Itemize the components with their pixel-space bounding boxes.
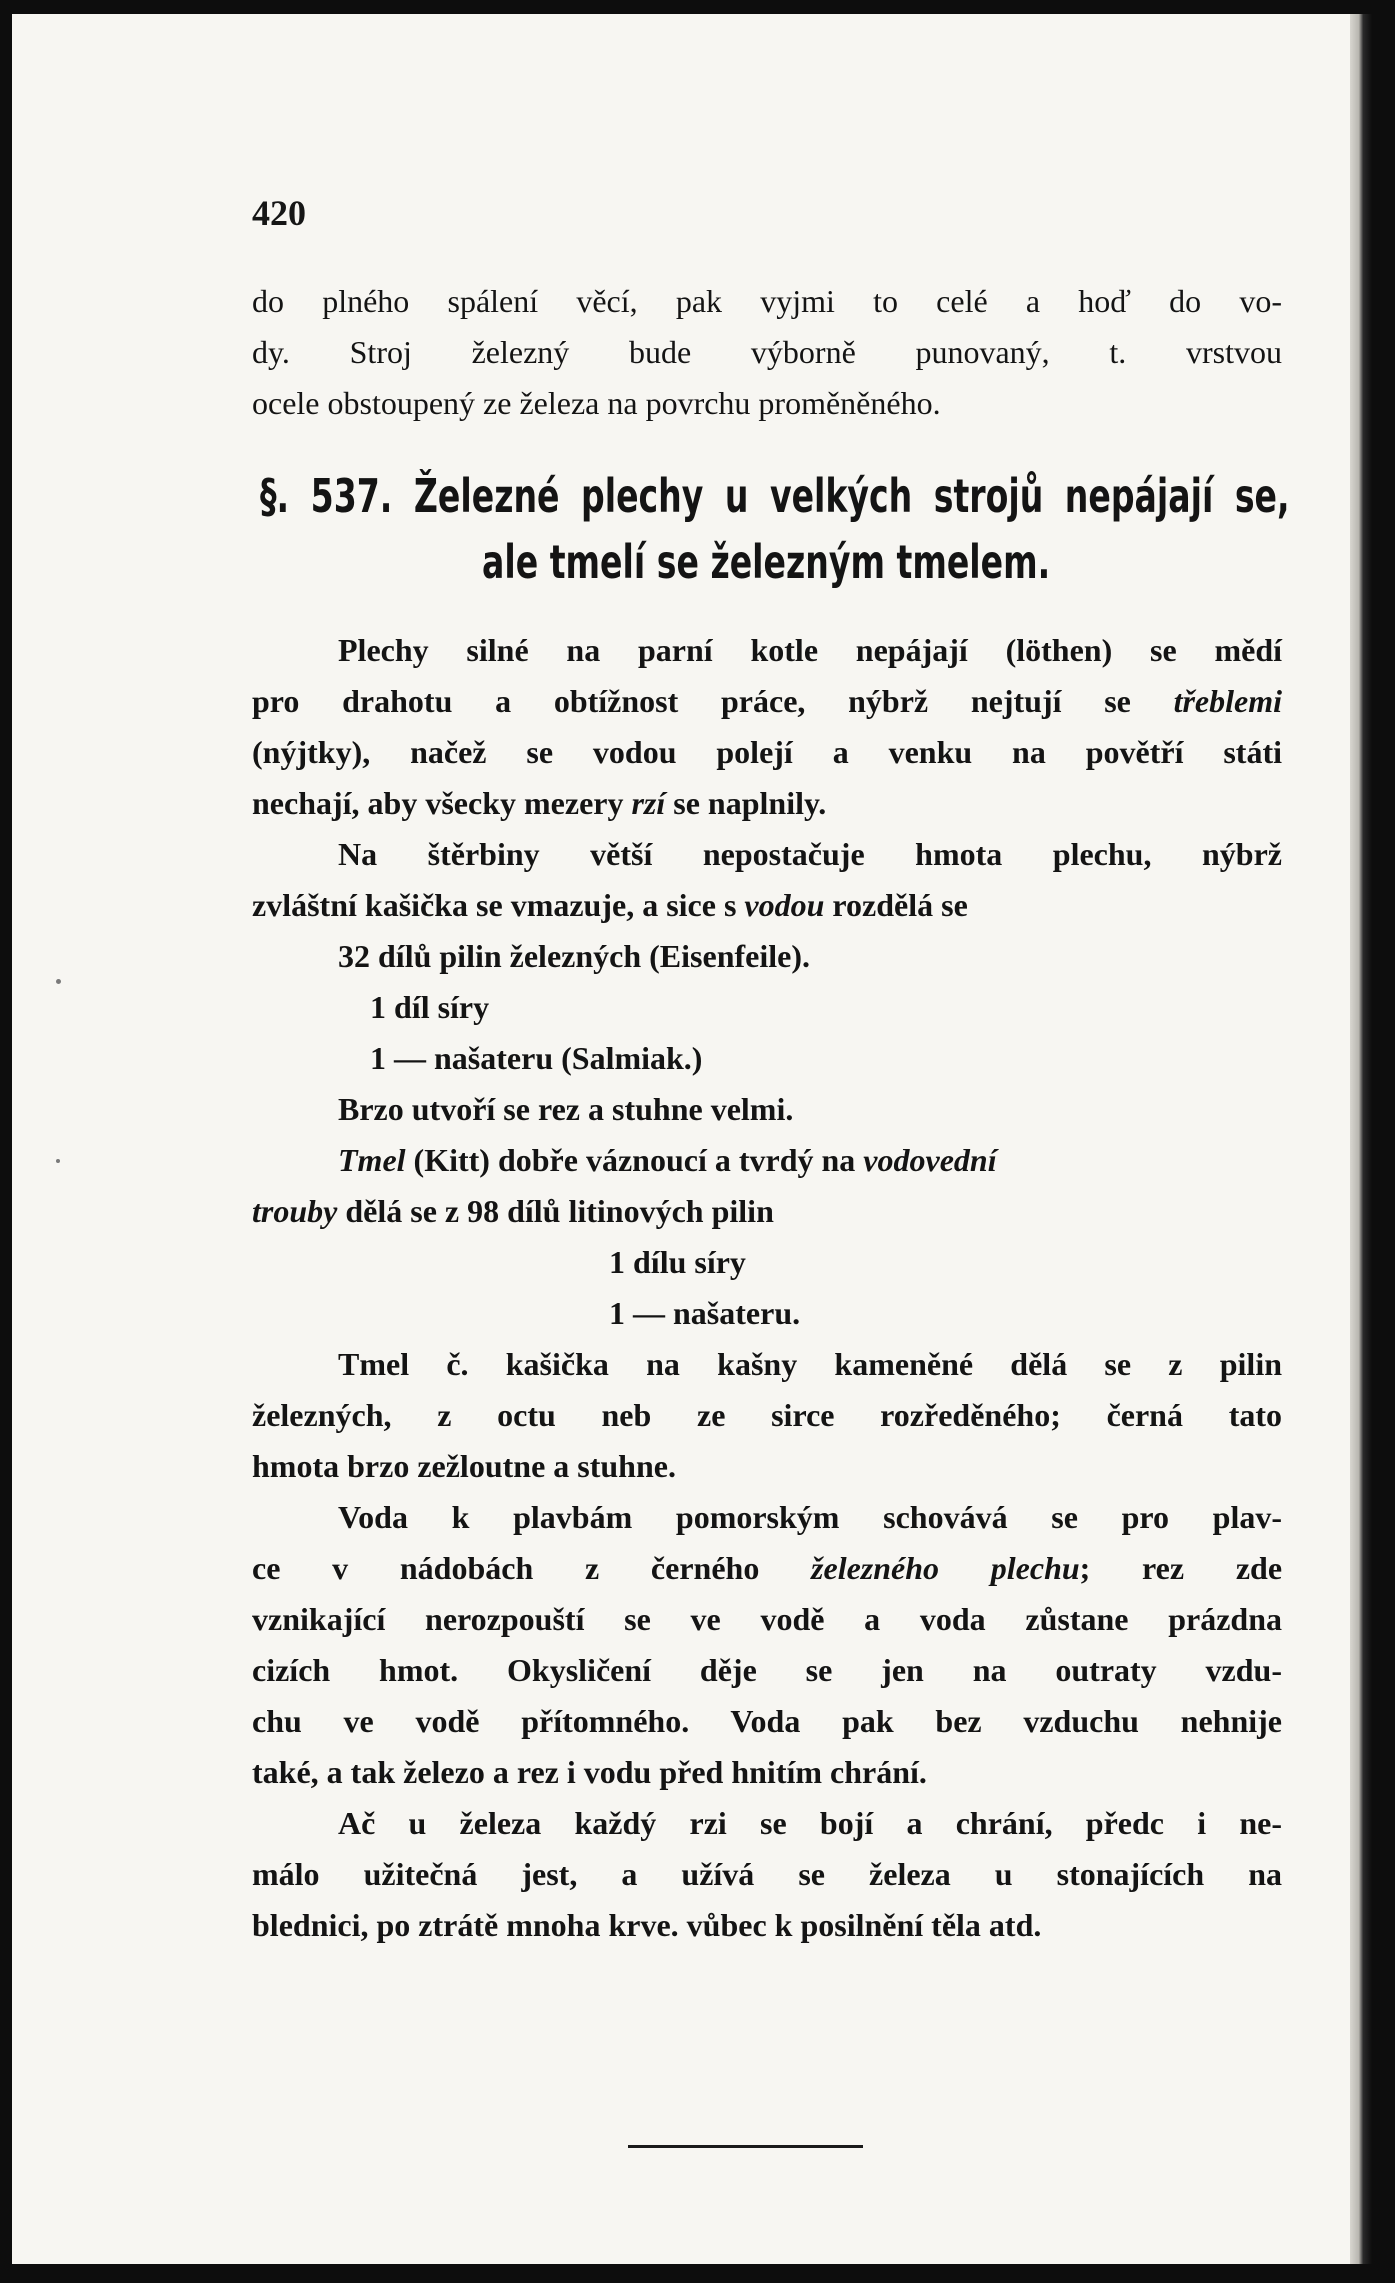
text-line: cizích hmot. Okysličení děje se jen na outraty vzdu-: [252, 1652, 1282, 1688]
italic-term: rzí: [631, 785, 666, 821]
recipe-line: 1 díl síry: [370, 989, 490, 1025]
text-line: zvláštní kašička se vmazuje, a sice s vodou rozdělá se: [252, 887, 968, 923]
end-rule: [628, 2145, 863, 2148]
text-line: železných, z octu neb ze sirce rozředěného; černá tato: [252, 1397, 1282, 1433]
scan-speck: [56, 1159, 60, 1163]
text-line: (nýjtky), načež se vodou polejí a venku na povětří státi: [252, 734, 1282, 770]
recipe-line: 1 — našateru (Salmiak.): [370, 1040, 703, 1076]
recipe-line: 1 dílu síry: [609, 1244, 746, 1280]
text-line: Brzo utvoří se rez a stuhne velmi.: [338, 1091, 794, 1127]
text-line: ce v nádobách z černého železného plechu; rez zde: [252, 1550, 1283, 1586]
text-line: Plechy silné na parní kotle nepájají (löthen) se mědí: [338, 632, 1282, 668]
text-line: dy. Stroj železný bude výborně punovaný, t. vrstvou: [252, 334, 1282, 370]
text-line: Na štěrbiny větší nepostačuje hmota plechu, nýbrž: [338, 836, 1282, 872]
italic-term: železného plechu: [811, 1550, 1080, 1586]
text-line: Tmel č. kašička na kašny kameněné dělá se z pilin: [338, 1346, 1282, 1382]
text-line: také, a tak železo a rez i vodu před hnitím chrání.: [252, 1754, 927, 1790]
recipe-line: 1 — našateru.: [609, 1295, 801, 1331]
text-line: trouby dělá se z 98 dílů litinových pilin: [252, 1193, 774, 1229]
text-line: málo užitečná jest, a užívá se železa u stonajících na: [252, 1856, 1282, 1892]
text-line: nechají, aby všecky mezery rzí se naplnily.: [252, 785, 827, 821]
text-line: do plného spálení věcí, pak vyjmi to celé a hoď do vo-: [252, 283, 1282, 319]
recipe-line: 32 dílů pilin železných (Eisenfeile).: [338, 938, 810, 974]
text-line: Ač u železa každý rzi se bojí a chrání, předc i ne-: [338, 1805, 1282, 1841]
text-line: ocele obstoupený ze železa na povrchu proměněného.: [252, 385, 941, 421]
page-number: 420: [252, 193, 306, 233]
text-line: hmota brzo zežloutne a stuhne.: [252, 1448, 676, 1484]
page-body: [252, 276, 1290, 1951]
text-line: pro drahotu a obtížnost práce, nýbrž nejtují se třeblemi: [252, 683, 1282, 719]
section-heading: §. 537. Železné plechy u velkých strojů nepájají se,: [260, 469, 1290, 523]
text-line: Tmel (Kitt) dobře váznoucí a tvrdý na vodovední: [338, 1142, 997, 1178]
text-line: vznikající nerozpouští se ve vodě a voda zůstane prázdna: [252, 1601, 1282, 1637]
text-line: chu ve vodě přítomného. Voda pak bez vzduchu nehnije: [252, 1703, 1282, 1739]
text-line: blednici, po ztrátě mnoha krve. vůbec k posilnění těla atd.: [252, 1907, 1042, 1943]
section-heading-continued: ale tmelí se železným tmelem.: [482, 535, 1051, 589]
book-page: [12, 14, 1372, 2264]
facing-page-edge: [1350, 14, 1372, 2264]
scan-speck: [56, 979, 61, 984]
italic-term: třeblemi: [1173, 683, 1282, 719]
italic-term: vodou: [744, 887, 825, 923]
text-line: Voda k plavbám pomorským schovává se pro plav-: [338, 1499, 1282, 1535]
